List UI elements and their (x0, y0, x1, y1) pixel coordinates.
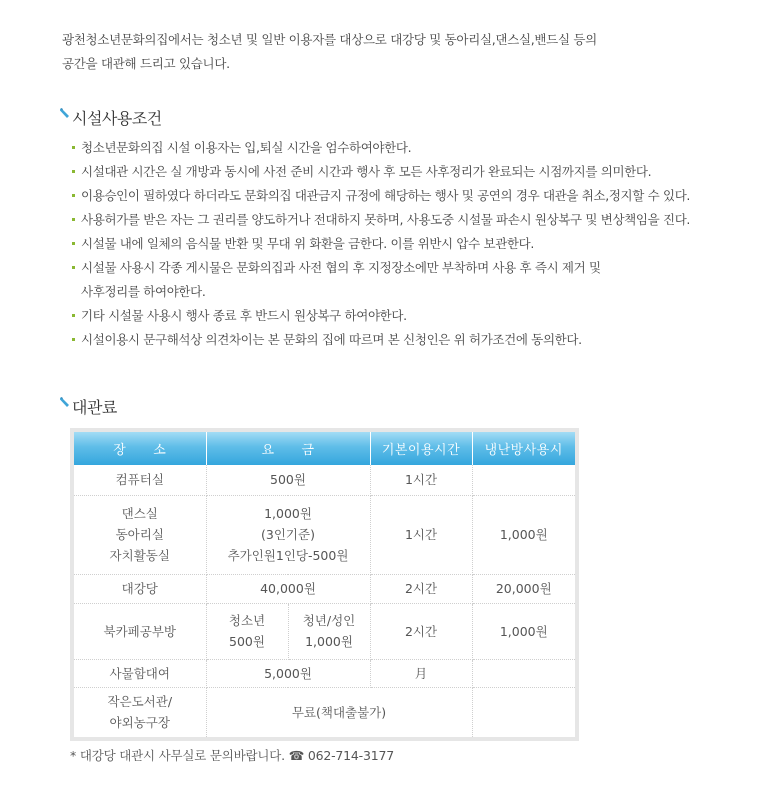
conditions-heading (60, 106, 162, 129)
table-row: 컴퓨터실 500원 1시간 (74, 465, 575, 495)
fee-table (74, 432, 575, 737)
table-row: 북카페공부방 청소년 500원 청년/성인 1,000원 2시간 1,000원 (74, 603, 575, 659)
bullet-icon (72, 218, 75, 221)
list-item: 시설물 사용시 각종 게시물은 문화의집과 사전 협의 후 지정장소에만 부착하며 사용 후 즉시 제거 및 사후정리를 하여야한다. (72, 256, 752, 304)
intro-line-2: 공간을 대관해 드리고 있습니다. (62, 56, 230, 71)
header-fee: 요 금 (206, 432, 370, 465)
bullet-icon (72, 146, 75, 149)
fees-title: 대관료 (72, 398, 117, 417)
list-item: 시설대관 시간은 실 개방과 동시에 사전 준비 시간과 행사 후 모든 사후정리가 완료되는 시점까지를 의미한다. (72, 160, 752, 184)
list-item: 시설물 내에 일체의 음식물 반환 및 무대 위 화환을 금한다. 이를 위반시 압수 보관한다. (72, 232, 752, 256)
bullet-icon (72, 314, 75, 317)
header-aircon: 냉난방사용시 (472, 432, 575, 465)
table-header-row (74, 432, 575, 465)
table-row: 사물함대여 5,000원 月 (74, 659, 575, 687)
table-row: 대강당 40,000원 2시간 20,000원 (74, 574, 575, 603)
pen-icon (60, 395, 70, 409)
bullet-icon (72, 194, 75, 197)
list-item: 이용승인이 필하였다 하더라도 문화의집 대관금지 규정에 해당하는 행사 및 공연의 경우 대관을 취소,정지할 수 있다. (72, 184, 752, 208)
pen-icon (60, 106, 70, 120)
fee-table-frame (70, 428, 579, 741)
header-basic-time: 기본이용시간 (370, 432, 472, 465)
intro-line-1: 광천청소년문화의집에서는 청소년 및 일반 이용자를 대상으로 대강당 및 동아리실,댄스실,밴드실 등의 (62, 32, 597, 47)
contact-note: * 대강당 대관시 사무실로 문의바랍니다. ☎ 062-714-3177 (70, 748, 394, 763)
conditions-title: 시설사용조건 (72, 109, 162, 128)
header-place: 장 소 (74, 432, 206, 465)
bullet-icon (72, 242, 75, 245)
table-row: 댄스실 동아리실 자치활동실 1,000원 (3인기준) 추가인원1인당-500원 1시간 1,000원 (74, 495, 575, 574)
bullet-icon (72, 170, 75, 173)
bullet-icon (72, 266, 75, 269)
conditions-list (72, 136, 752, 352)
table-row: 작은도서관/ 야외농구장 무료(책대출불가) (74, 687, 575, 737)
list-item: 청소년문화의집 시설 이용자는 입,퇴실 시간을 엄수하여야한다. (72, 136, 752, 160)
list-item: 사용허가를 받은 자는 그 권리를 양도하거나 전대하지 못하며, 사용도중 시설물 파손시 원상복구 및 변상책임을 진다. (72, 208, 752, 232)
bullet-icon (72, 338, 75, 341)
fees-heading (60, 395, 117, 418)
list-item: 시설이용시 문구해석상 의견차이는 본 문화의 집에 따르며 본 신청인은 위 허가조건에 동의한다. (72, 328, 752, 352)
intro-text (62, 28, 742, 76)
list-item: 기타 시설물 사용시 행사 종료 후 반드시 원상복구 하여야한다. (72, 304, 752, 328)
